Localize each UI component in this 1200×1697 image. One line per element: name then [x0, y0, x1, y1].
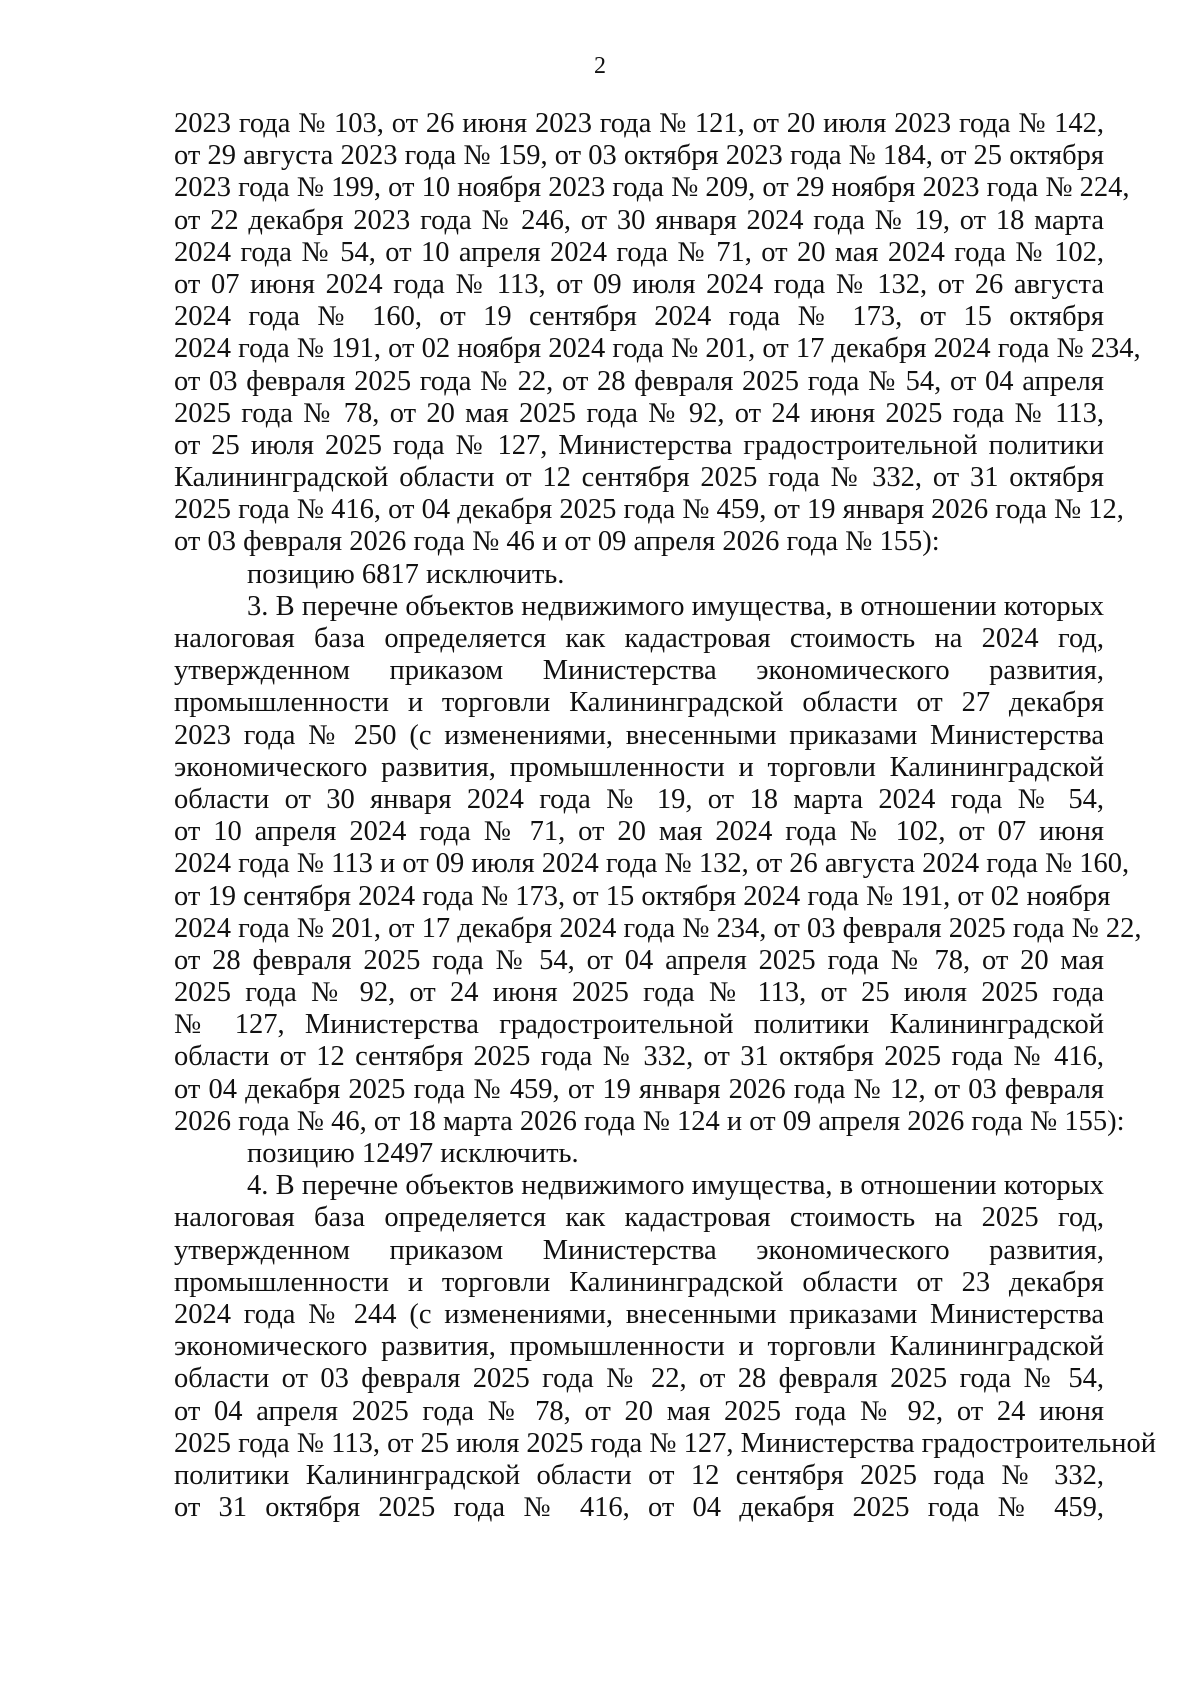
text-line: от 07 июня 2024 года № 113, от 09 июля 2024 года № 132, от 26 августа — [174, 268, 1104, 300]
text-line: 2024 года № 201, от 17 декабря 2024 года № 234, от 03 февраля 2025 года № 22, — [174, 912, 1142, 944]
text-line: от 29 августа 2023 года № 159, от 03 октября 2023 года № 184, от 25 октября — [174, 140, 1104, 172]
text-line: 2024 года № 244 (с изменениями, внесенными приказами Министерства — [174, 1298, 1104, 1330]
text-line: от 03 февраля 2026 года № 46 и от 09 апреля 2026 года № 155): — [174, 526, 940, 558]
page-number: 2 — [594, 53, 606, 79]
text-line: 2024 года № 54, от 10 апреля 2024 года № 71, от 20 мая 2024 года № 102, — [174, 236, 1104, 268]
text-line: № 127, Министерства градостроительной политики Калининградской — [174, 1009, 1104, 1041]
text-line: 2025 года № 113, от 25 июля 2025 года № 127, Министерства градостроительной — [174, 1427, 1156, 1459]
text-line: области от 12 сентября 2025 года № 332, от 31 октября 2025 года № 416, — [174, 1041, 1104, 1073]
text-line: 2023 года № 103, от 26 июня 2023 года № 121, от 20 июля 2023 года № 142, — [174, 108, 1104, 139]
text-line: 2025 года № 92, от 24 июня 2025 года № 113, от 25 июля 2025 года — [174, 977, 1104, 1009]
paragraph-4-start: 4. В перечне объектов недвижимого имущества, в отношении которых — [247, 1170, 1104, 1202]
text-line: от 28 февраля 2025 года № 54, от 04 апреля 2025 года № 78, от 20 мая — [174, 944, 1104, 976]
text-line: 2023 года № 199, от 10 ноября 2023 года № 209, от 29 ноября 2023 года № 224, — [174, 172, 1130, 204]
text-line: области от 03 февраля 2025 года № 22, от 28 февраля 2025 года № 54, — [174, 1363, 1104, 1395]
document-body — [174, 108, 1156, 1524]
text-line: от 04 декабря 2025 года № 459, от 19 января 2026 года № 12, от 03 февраля — [174, 1073, 1104, 1105]
text-line: политики Калининградской области от 12 сентября 2025 года № 332, — [174, 1459, 1104, 1491]
text-line: экономического развития, промышленности и торговли Калининградской — [174, 751, 1104, 783]
text-line: от 25 июля 2025 года № 127, Министерства градостроительной политики — [174, 429, 1104, 461]
exclusion-line: позицию 12497 исключить. — [247, 1138, 579, 1169]
text-line: 2024 года № 160, от 19 сентября 2024 года № 173, от 15 октября — [174, 301, 1104, 333]
text-line: 2023 года № 250 (с изменениями, внесенными приказами Министерства — [174, 719, 1104, 751]
text-line: 2025 года № 416, от 04 декабря 2025 года № 459, от 19 января 2026 года № 12, — [174, 494, 1124, 526]
text-line: экономического развития, промышленности и торговли Калининградской — [174, 1331, 1104, 1363]
text-line: от 19 сентября 2024 года № 173, от 15 октября 2024 года № 191, от 02 ноября — [174, 880, 1111, 912]
text-line: Калининградской области от 12 сентября 2025 года № 332, от 31 октября — [174, 462, 1104, 494]
text-line: промышленности и торговли Калининградской области от 27 декабря — [174, 687, 1104, 719]
text-line: от 03 февраля 2025 года № 22, от 28 февраля 2025 года № 54, от 04 апреля — [174, 365, 1104, 397]
text-line: области от 30 января 2024 года № 19, от 18 марта 2024 года № 54, — [174, 783, 1104, 815]
text-line: налоговая база определяется как кадастровая стоимость на 2024 год, — [174, 623, 1104, 654]
text-line: от 22 декабря 2023 года № 246, от 30 января 2024 года № 19, от 18 марта — [174, 204, 1104, 236]
text-line: 2025 года № 78, от 20 мая 2025 года № 92, от 24 июня 2025 года № 113, — [174, 397, 1104, 429]
text-line: 2024 года № 113 и от 09 июля 2024 года № 132, от 26 августа 2024 года № 160, — [174, 848, 1130, 880]
text-line: утвержденном приказом Министерства экономического развития, — [174, 1234, 1104, 1266]
paragraph-3-start: 3. В перечне объектов недвижимого имущества, в отношении которых — [247, 590, 1104, 622]
text-line: утвержденном приказом Министерства экономического развития, — [174, 655, 1104, 687]
text-line: 2024 года № 191, от 02 ноября 2024 года № 201, от 17 декабря 2024 года № 234, — [174, 333, 1141, 365]
text-line: налоговая база определяется как кадастровая стоимость на 2025 год, — [174, 1202, 1104, 1234]
text-line: от 31 октября 2025 года № 416, от 04 декабря 2025 года № 459, — [174, 1492, 1104, 1524]
exclusion-line: позицию 6817 исключить. — [247, 558, 565, 590]
text-line: 2026 года № 46, от 18 марта 2026 года № 124 и от 09 апреля 2026 года № 155): — [174, 1105, 1125, 1137]
text-line: промышленности и торговли Калининградской области от 23 декабря — [174, 1266, 1104, 1298]
text-line: от 10 апреля 2024 года № 71, от 20 мая 2024 года № 102, от 07 июня — [174, 816, 1104, 848]
text-line: от 04 апреля 2025 года № 78, от 20 мая 2025 года № 92, от 24 июня — [174, 1395, 1104, 1427]
